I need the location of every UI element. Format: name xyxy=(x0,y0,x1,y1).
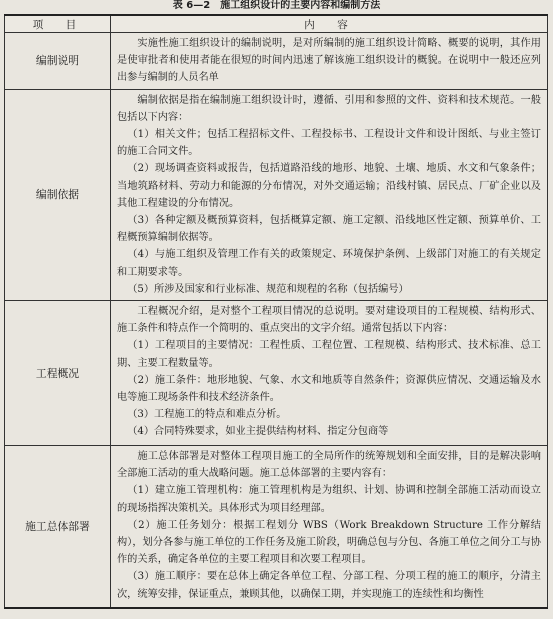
table-row xyxy=(5,89,548,300)
list-item: （3）施工顺序：要在总体上确定各单位工程、分部工程、分项工程的施工的顺序，分清主次，统筹安排，保证重点，兼顾其他，以确保工期，并实现施工的连续性和均衡性 xyxy=(117,571,541,600)
row-label: 工程概况 xyxy=(5,301,111,446)
row-label: 编制依据 xyxy=(5,89,111,300)
header-item: 项 目 xyxy=(5,15,111,33)
row-content xyxy=(111,89,548,300)
list-item: （5）所涉及国家和行业标准、规范和规程的名称（包括编号） xyxy=(127,283,409,295)
list-item: （2）施工条件：地形地貌、气象、水文和地质等自然条件；资源供应情况、交通运输及水电等施工现场条件和技术经济条件。 xyxy=(117,374,541,404)
paragraph: 施工总体部署是对整体工程项目施工的全局所作的统筹规划和全面安排，目的是解决影响全部施工活动的重大战略问题。施工总体部署的主要内容有： xyxy=(117,451,541,480)
row-label: 施工总体部署 xyxy=(5,446,111,608)
paragraph: 编制依据是指在编制施工组织设计时，遵循、引用和参照的文件、资料和技术规范。一般包括以下内容： xyxy=(117,94,541,123)
content-table xyxy=(4,14,548,609)
row-label: 编制说明 xyxy=(5,33,111,90)
list-item: （2）现场调查资料或报告，包括道路沿线的地形、地貌、土壤、地质、水文和气象条件；当地筑路材料、劳动力和能源的分布情况，对外交通运输；沿线村镇、居民点、厂矿企业以及其他工程建设的分布情况。 xyxy=(117,163,541,209)
list-item: （4）与施工组织及管理工作有关的政策规定、环境保护条例、上级部门对施工的有关规定和工期要求等。 xyxy=(117,249,541,278)
table-row xyxy=(5,446,548,608)
row-content xyxy=(111,301,548,446)
list-item: （1）工程项目的主要情况：工程性质、工程位置、工程规模、结构形式、技术标准、总工期、主要工程数量等。 xyxy=(117,340,541,369)
row-content xyxy=(111,33,548,90)
list-item: （4）合同特殊要求，如业主提供结构材料、指定分包商等 xyxy=(127,426,389,438)
table-row xyxy=(5,301,548,446)
table-caption: 表 6—2 施工组织设计的主要内容和编制方法 xyxy=(172,0,381,11)
list-item: （3）工程施工的特点和难点分析。 xyxy=(127,409,287,421)
table-header-row xyxy=(5,15,548,33)
list-item: （3）各种定额及概预算资料，包括概算定额、施工定额、沿线地区性定额、预算单价、工程概预算编制依据等。 xyxy=(117,215,541,244)
header-content: 内 容 xyxy=(111,15,548,33)
list-item: （2）施工任务划分：根据工程划分 WBS（Work Breakdown Structure 工作分解结构），划分各参与施工单位的工作任务及施工阶段，明确总包与分包、各施工单位之间分工与协作的关系，确定各单位的主要工程项目和次要工程项目。 xyxy=(117,519,541,566)
row-content xyxy=(111,446,548,608)
list-item: （1）建立施工管理机构：施工管理机构是为组织、计划、协调和控制全部施工活动而设立的现场指挥决策机关。具体形式为项目经理部。 xyxy=(117,485,541,514)
list-item: （1）相关文件；包括工程招标文件、工程投标书、工程设计文件和设计图纸、与业主签订的施工合同文件。 xyxy=(117,129,541,158)
paragraph: 工程概况介绍，是对整个工程项目情况的总说明。要对建设项目的工程规模、结构形式、施工条件和特点作一个简明的、重点突出的文字介绍。通常包括以下内容： xyxy=(117,306,541,335)
paragraph: 实施性施工组织设计的编制说明，是对所编制的施工组织设计简略、概要的说明，其作用是使审批者和使用者能在很短的时间内迅速了解该施工组织设计的概貌。在说明中一般还应列出参与编制的人员名单 xyxy=(117,38,541,84)
table-row xyxy=(5,33,548,90)
